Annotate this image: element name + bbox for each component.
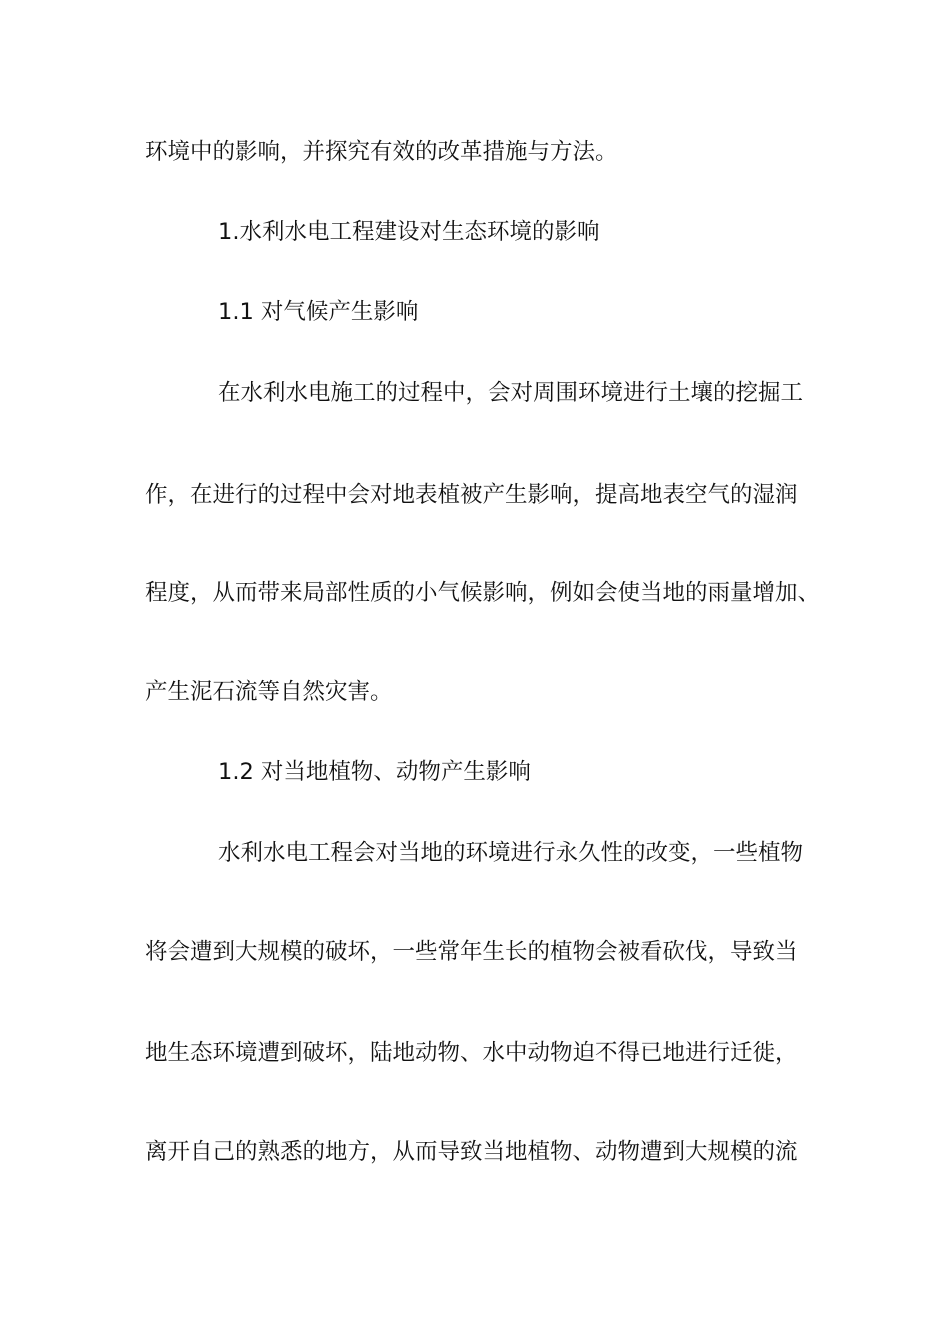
paragraph-line: 作，在进行的过程中会对地表植被产生影响，提高地表空气的湿润 [145,482,798,508]
paragraph-line: 离开自己的熟悉的地方，从而导致当地植物、动物遭到大规模的流 [145,1139,798,1165]
paragraph-line: 程度，从而带来局部性质的小气候影响，例如会使当地的雨量增加、 [145,580,821,606]
paragraph-line: 水利水电工程会对当地的环境进行永久性的改变，一些植物 [218,840,804,866]
paragraph-line: 地生态环境遭到破坏，陆地动物、水中动物迫不得已地进行迁徙， [145,1040,798,1066]
subsection-heading-1-2: 1.2 对当地植物、动物产生影响 [218,759,531,785]
section-heading: 1.水利水电工程建设对生态环境的影响 [218,219,600,245]
subsection-heading-1-1: 1.1 对气候产生影响 [218,299,419,325]
paragraph-continuation-line: 环境中的影响，并探究有效的改革措施与方法。 [145,139,618,165]
paragraph-line: 将会遭到大规模的破坏，一些常年生长的植物会被看砍伐，导致当 [145,939,798,965]
paragraph-line: 在水利水电施工的过程中，会对周围环境进行土壤的挖掘工 [218,380,804,406]
paragraph-line: 产生泥石流等自然灾害。 [145,679,393,705]
